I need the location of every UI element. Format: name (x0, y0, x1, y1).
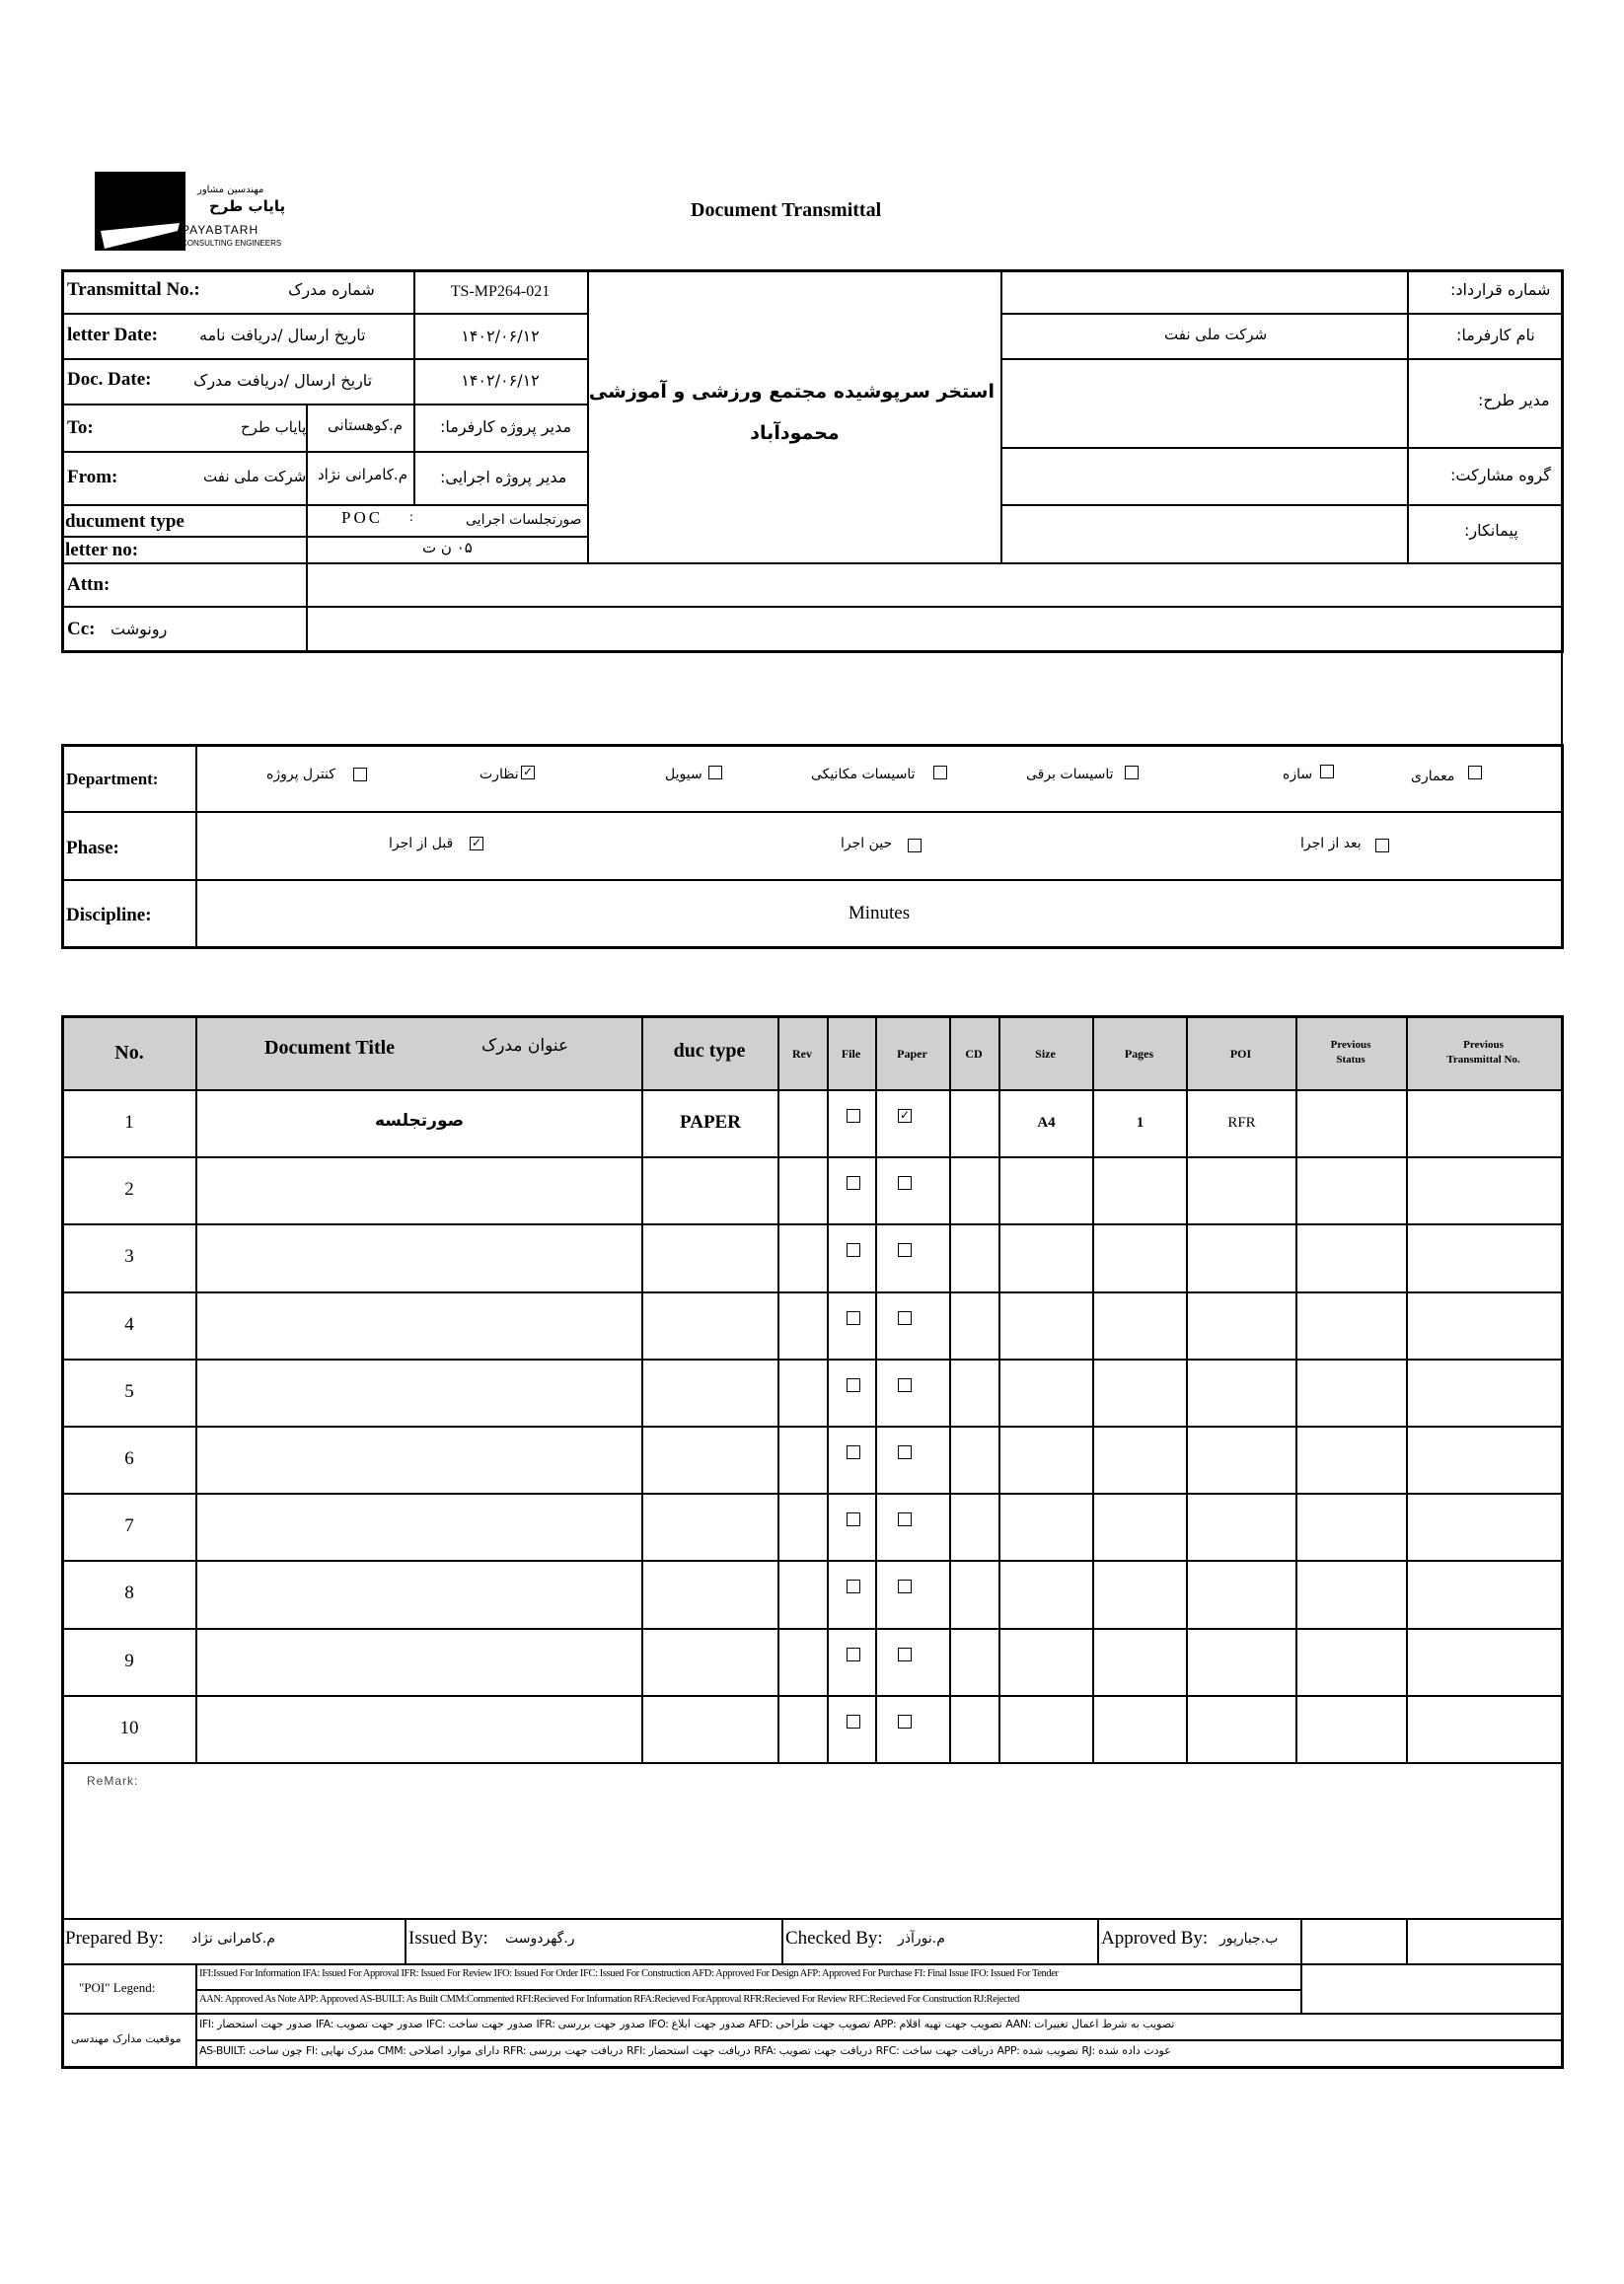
dept-civil-checkbox[interactable] (708, 766, 722, 779)
row-paper-checkbox[interactable] (898, 1378, 912, 1392)
to-value: پایاب طرح (241, 418, 307, 436)
row-number: 9 (124, 1651, 134, 1671)
col-header-poi: POI (1229, 1047, 1252, 1061)
transmittal-no-fa: شماره مدرک (288, 280, 375, 299)
row-file-checkbox[interactable] (847, 1378, 860, 1392)
grid-line (61, 1695, 1564, 1697)
row-paper-checkbox[interactable] (898, 1715, 912, 1729)
col-header-rev: Rev (792, 1047, 812, 1061)
transmittal-no-value: TS-MP264-021 (450, 283, 551, 300)
contractor-label: پیمانکار: (1464, 521, 1518, 540)
grid-line (61, 269, 1564, 272)
dept-electrical-checkbox[interactable] (1125, 766, 1139, 779)
contract-no-label: شماره قرارداد: (1450, 280, 1551, 299)
plan-manager-label: مدیر طرح: (1478, 391, 1550, 409)
grid-line (61, 451, 589, 453)
poi-legend-line2: AAN: Approved As Note APP: Approved AS-BUILT: As Built CMM:Commented RFI:Recieved For Information RFA:Recieved ForApproval RFR:Recieved For Review RFC:Recieved For Construction RJ:Rejected (199, 1994, 1020, 2005)
grid-line (61, 1015, 64, 2069)
grid-line (61, 1918, 1564, 1920)
row-doc-type: PAPER (680, 1112, 741, 1133)
checked-by-label: Checked By: (785, 1928, 883, 1949)
from-person: م.کامرانی نژاد (318, 466, 407, 483)
grid-line (61, 1762, 1564, 1764)
dept-supervision-checkbox[interactable]: ✓ (522, 765, 534, 778)
prepared-by-label: Prepared By: (65, 1928, 164, 1949)
row-number: 2 (124, 1179, 134, 1200)
row-paper-checkbox[interactable] (898, 1176, 912, 1190)
partnership-label: گروه مشارکت: (1450, 466, 1551, 484)
grid-line (61, 744, 1564, 747)
grid-line (306, 404, 308, 650)
row-title: صورتجلسه (374, 1111, 465, 1131)
grid-line (61, 650, 1564, 653)
dept-civil-label: سیویل (665, 767, 702, 782)
grid-line (1561, 744, 1564, 949)
col-header-size: Size (1035, 1047, 1056, 1061)
grid-line (61, 811, 1564, 813)
row-number: 8 (124, 1583, 134, 1603)
discipline-value: Minutes (848, 903, 911, 923)
grid-line (587, 269, 589, 562)
grid-line (61, 1156, 1564, 1158)
grid-line (61, 536, 589, 538)
col-header-cd: CD (965, 1047, 983, 1061)
grid-line (61, 404, 589, 405)
row-number: 7 (124, 1515, 134, 1536)
grid-line (61, 1963, 1564, 1965)
row-number: 10 (119, 1718, 139, 1738)
grid-line (1406, 1918, 1408, 1963)
dept-structure-label: سازه (1283, 767, 1313, 782)
row-number: 3 (124, 1246, 134, 1267)
grid-line (1561, 269, 1564, 653)
document-title: Document Transmittal (691, 199, 882, 221)
doc-date-fa: تاریخ ارسال /دریافت مدرک (193, 371, 373, 390)
dept-supervision-label: نظارت (480, 767, 519, 782)
project-title-line2: محمودآباد (750, 422, 840, 444)
dept-mechanical-checkbox[interactable] (933, 766, 947, 779)
row-poi: RFR (1227, 1115, 1256, 1131)
grid-line (61, 562, 1564, 564)
doc-type-label: ducument type (65, 511, 185, 532)
grid-line (195, 1963, 197, 2066)
remark-label: ReMark: (87, 1774, 139, 1788)
dept-mechanical-label: تاسیسات مکانیکی (811, 767, 916, 782)
grid-line (61, 1426, 1564, 1428)
employer-value: شرکت ملی نفت (1164, 326, 1268, 343)
phase-after-checkbox[interactable] (1375, 839, 1389, 852)
issued-by-label: Issued By: (408, 1928, 488, 1949)
grid-line (197, 2039, 1564, 2041)
grid-line (61, 358, 589, 360)
from-value: شرکت ملی نفت (203, 468, 307, 485)
row-file-checkbox[interactable] (847, 1715, 860, 1729)
col-header-file: File (841, 1047, 861, 1061)
grid-line (1000, 447, 1564, 449)
dept-electrical-label: تاسیسات برقی (1026, 767, 1114, 782)
grid-line (61, 1493, 1564, 1495)
grid-line (61, 744, 64, 949)
letter-date-label: letter Date: (67, 325, 158, 345)
to-label: To: (67, 417, 94, 438)
approved-by-label: Approved By: (1101, 1928, 1209, 1949)
row-number: 4 (124, 1314, 134, 1335)
doc-type-code: POC (341, 508, 384, 527)
row-file-checkbox[interactable] (847, 1580, 860, 1593)
doc-date-label: Doc. Date: (67, 369, 152, 390)
row-paper-checkbox[interactable] (898, 1311, 912, 1325)
col-header-title-en: Document Title (264, 1037, 396, 1059)
prepared-by-value: م.کامرانی نژاد (191, 1931, 275, 1947)
col-header-no: No. (114, 1042, 144, 1064)
row-number: 6 (124, 1448, 134, 1469)
from-role: مدیر پروژه اجرایی: (440, 468, 567, 486)
col-header-prev-status-2: Status (1336, 1054, 1366, 1066)
cc-fa: رونوشت (111, 620, 168, 638)
phase-after-label: بعد از اجرا (1300, 836, 1362, 851)
grid-line (827, 1015, 829, 1763)
grid-line (61, 946, 1564, 949)
doc-date-value: ۱۴۰۲/۰۶/۱۲ (461, 371, 540, 390)
grid-line (61, 1089, 1564, 1091)
grid-line (61, 879, 1564, 881)
letter-date-fa: تاریخ ارسال /دریافت نامه (199, 326, 366, 344)
grid-line (197, 1989, 1302, 1991)
to-person: م.کوهستانی (328, 416, 404, 434)
col-header-prev-status-1: Previous (1330, 1039, 1371, 1051)
logo-fa-line2: پایاب طرح (209, 197, 286, 215)
grid-line (61, 2013, 1564, 2015)
col-header-doc-type: duc type (673, 1040, 746, 1062)
status-legend-label: موقعیت مدارک مهندسی (71, 2032, 182, 2045)
phase-label: Phase: (66, 838, 119, 858)
dept-project-control-checkbox[interactable] (353, 768, 367, 781)
grid-line (61, 1560, 1564, 1562)
row-pages: 1 (1136, 1115, 1144, 1131)
row-file-checkbox[interactable] (847, 1176, 860, 1190)
row-paper-checkbox[interactable] (898, 1648, 912, 1661)
row-number: 5 (124, 1381, 134, 1402)
grid-line (875, 1015, 877, 1763)
approved-by-value: ب.جبارپور (1219, 1931, 1279, 1947)
grid-line (1000, 504, 1564, 506)
col-header-prev-trans-2: Transmittal No. (1446, 1054, 1520, 1066)
grid-line (61, 1628, 1564, 1630)
grid-line (777, 1015, 779, 1763)
grid-line (1097, 1918, 1099, 1963)
project-title-line1: استخر سرپوشیده مجتمع ورزشی و آموزشی (588, 381, 995, 403)
from-label: From: (67, 467, 118, 487)
row-file-checkbox[interactable] (847, 1109, 860, 1123)
grid-line (405, 1918, 406, 1963)
logo-mark (95, 172, 185, 251)
row-paper-checkbox[interactable] (898, 1512, 912, 1526)
grid-line (61, 504, 589, 506)
row-paper-checkbox[interactable] (898, 1445, 912, 1459)
poi-legend-line1: IFI:Issued For Information IFA: Issued For Approval IFR: Issued For Review IFO: Issued For Order IFC: Issued For Construction AFD: Approved For Design AFP: Approved For Purchase FI: Final Issue IFO: Issued For Tender (199, 1968, 1059, 1979)
issued-by-value: ر.گهردوست (505, 1931, 575, 1947)
dept-architecture-label: معماری (1411, 769, 1455, 784)
status-legend-line2: AS-BUILT: چون ساخت FI: مدرک نهایی CMM: دارای موارد اصلاحی RFR: دریافت جهت بررسی RFI: دریافت جهت استحضار RFA: دریافت جهت تصویب RFC: دریافت جهت ساخت APP: تصویب شده RJ: عودت داده شده (199, 2044, 1171, 2057)
row-paper-checkbox[interactable] (898, 1580, 912, 1593)
dept-project-control-label: کنترل پروژه (266, 767, 335, 782)
poi-legend-label: "POI" Legend: (79, 1980, 156, 1995)
grid-line (61, 1015, 1564, 1018)
cc-label: Cc: (67, 619, 96, 639)
grid-line (1000, 358, 1564, 360)
transmittal-no-label: Transmittal No.: (67, 279, 200, 300)
grid-line (949, 1015, 951, 1763)
row-file-checkbox[interactable] (847, 1243, 860, 1257)
logo-fa-line1: مهندسین مشاور (197, 184, 264, 195)
letter-no-value: ۰۵ ن ت (422, 539, 473, 556)
grid-line (61, 2066, 1564, 2069)
col-header-pages: Pages (1124, 1047, 1154, 1061)
dept-structure-checkbox[interactable] (1320, 765, 1334, 778)
discipline-label: Discipline: (66, 905, 152, 925)
row-number: 1 (124, 1112, 134, 1133)
phase-during-checkbox[interactable] (908, 839, 922, 852)
col-header-prev-trans-1: Previous (1463, 1039, 1504, 1051)
letter-no-label: letter no: (65, 540, 139, 560)
doc-type-fa: صورتجلسات اجرایی (466, 512, 582, 528)
grid-line (61, 1223, 1564, 1225)
phase-before-checkbox[interactable]: ✓ (471, 836, 482, 849)
row-file-checkbox[interactable] (847, 1311, 860, 1325)
checked-by-value: م.نورآذر (898, 1931, 945, 1947)
status-legend-line1: IFI: صدور جهت استحضار IFA: صدور جهت تصویب IFC: صدور جهت ساخت IFR: صدور جهت بررسی IFO: صدور جهت ابلاغ AFD: تصویب جهت طراحی APP: تصویب جهت تهیه اقلام AAN: تصویب به شرط اعمال تغییرات (199, 2018, 1175, 2030)
col-header-paper: Paper (897, 1047, 927, 1061)
grid-line (61, 269, 64, 653)
grid-line (1406, 1015, 1408, 1763)
grid-line (61, 313, 589, 315)
row-paper-checkbox[interactable]: ✓ (899, 1108, 911, 1122)
grid-line (1000, 313, 1564, 315)
phase-before-label: قبل از اجرا (389, 836, 454, 851)
row-file-checkbox[interactable] (847, 1512, 860, 1526)
doc-type-colon: : (409, 510, 413, 525)
row-paper-checkbox[interactable] (898, 1243, 912, 1257)
grid-line (61, 1359, 1564, 1361)
row-size: A4 (1037, 1115, 1056, 1131)
dept-architecture-checkbox[interactable] (1468, 766, 1482, 779)
logo-en-line2: CONSULTING ENGINEERS (182, 239, 282, 248)
grid-line (1295, 1015, 1297, 1763)
grid-line (1300, 1918, 1302, 2013)
grid-line (1561, 650, 1563, 747)
letter-date-value: ۱۴۰۲/۰۶/۱۲ (461, 327, 540, 345)
grid-line (61, 1291, 1564, 1293)
employer-label: نام کارفرما: (1456, 326, 1535, 344)
grid-line (1561, 1015, 1564, 2069)
attn-label: Attn: (67, 574, 111, 595)
grid-line (61, 606, 1564, 608)
department-label: Department: (66, 770, 159, 788)
phase-during-label: حین اجرا (841, 836, 893, 851)
col-header-title-fa: عنوان مدرک (481, 1036, 569, 1056)
grid-line (781, 1918, 783, 1963)
to-role: مدیر پروژه کارفرما: (440, 417, 572, 436)
row-file-checkbox[interactable] (847, 1445, 860, 1459)
logo-en-line1: PAYABTARH (182, 223, 259, 237)
row-file-checkbox[interactable] (847, 1648, 860, 1661)
